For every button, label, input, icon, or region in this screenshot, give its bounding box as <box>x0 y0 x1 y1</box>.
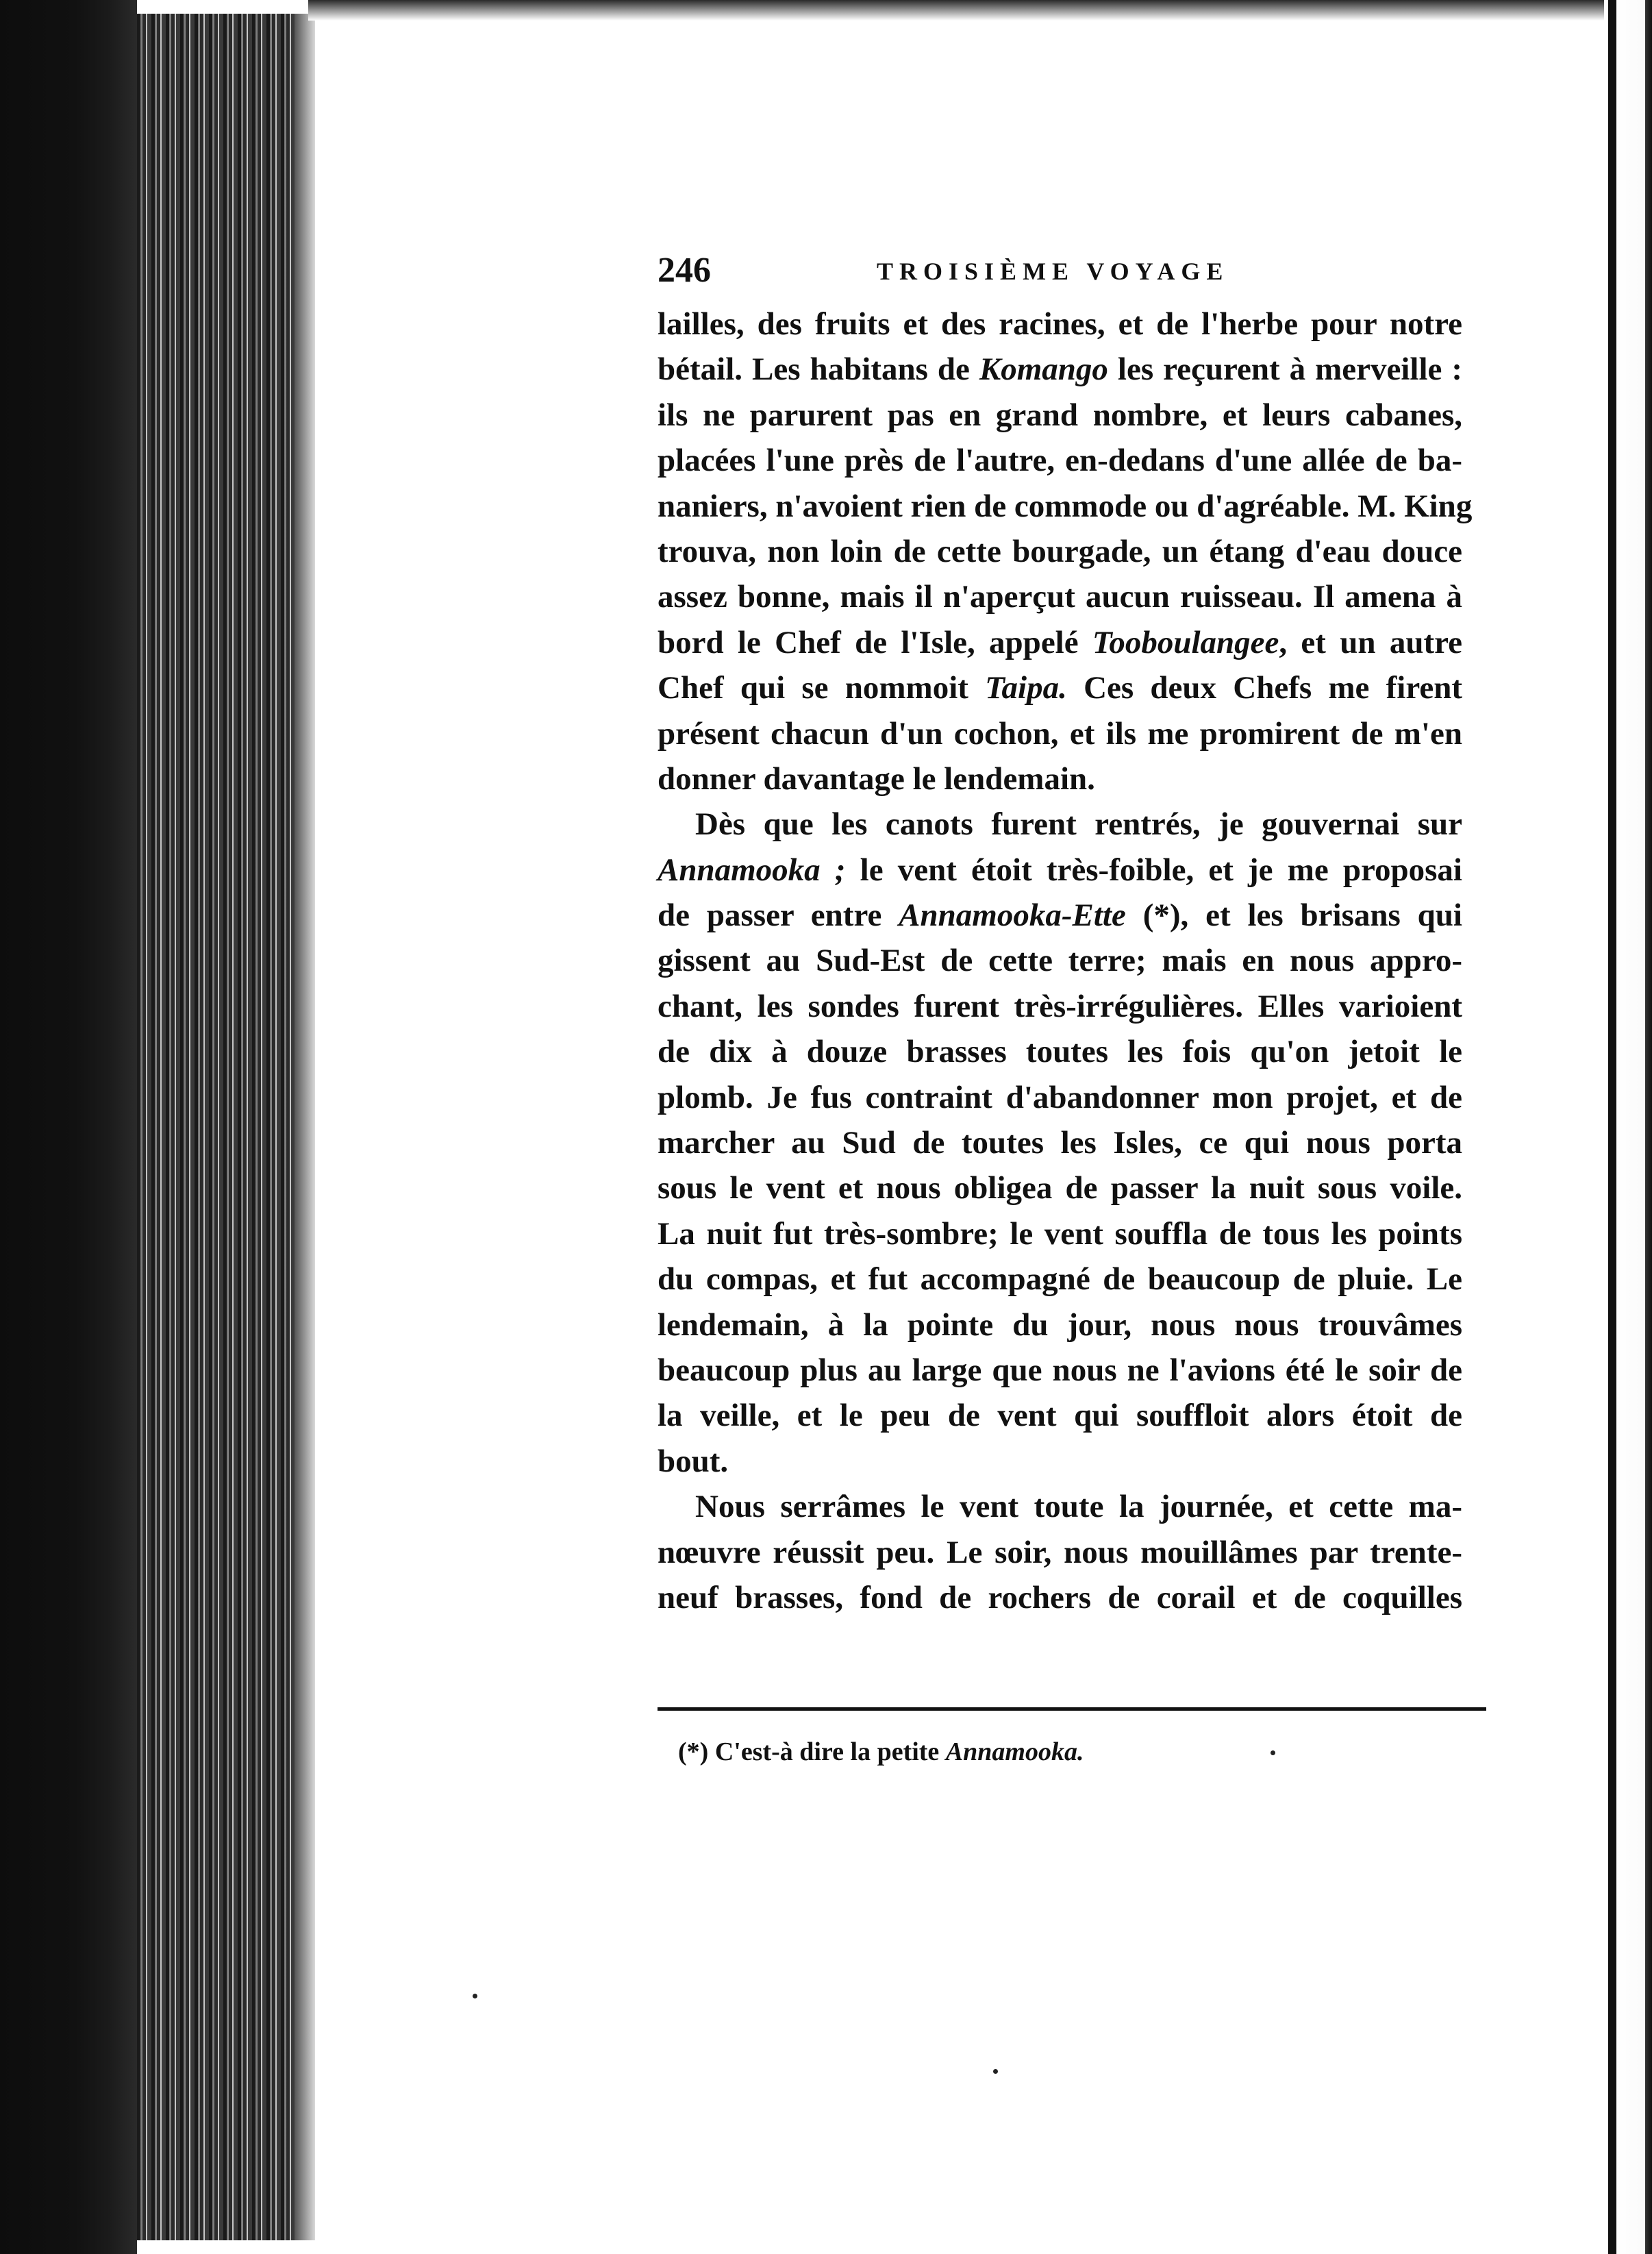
italic-text: Tooboulangee <box>1092 624 1279 660</box>
text-segment: naniers, n'avoient rien de commode ou d'agréable. M. King <box>658 488 1473 524</box>
italic-text: Annamooka ; <box>658 852 846 888</box>
text-line <box>658 1439 1462 1484</box>
text-line <box>658 393 1462 438</box>
text-segment: gissent au Sud-Est de cette terre; mais en nous appro- <box>658 943 1462 979</box>
text-segment: le vent étoit très-foible, et je me proposai <box>845 852 1462 888</box>
text-line <box>658 1165 1462 1211</box>
text-segment: lailles, des fruits et des racines, et de l'herbe pour notre <box>658 306 1462 342</box>
text-segment: sous le vent et nous obligea de passer la nuit sous voile. <box>658 1170 1462 1206</box>
text-segment: la veille, et le peu de vent qui souffloit alors étoit de <box>658 1398 1462 1434</box>
top-shadow <box>308 0 1610 21</box>
text-segment: Nous serrâmes le vent toute la journée, et cette ma- <box>695 1489 1462 1525</box>
running-head-title: TROISIÈME VOYAGE <box>877 258 1229 285</box>
italic-text: Komango <box>979 351 1108 388</box>
text-segment: lendemain, à la pointe du jour, nous nous trouvâmes <box>658 1306 1462 1343</box>
text-line <box>658 802 1462 847</box>
body-text <box>658 301 1473 1620</box>
text-line <box>658 893 1462 938</box>
italic-text: Annamooka-Ette <box>899 897 1126 934</box>
text-line <box>658 1530 1462 1575</box>
text-line <box>658 301 1462 347</box>
text-segment: Ces deux Chefs me firent <box>1066 670 1462 706</box>
text-segment: (*), et les brisans qui <box>1125 897 1462 934</box>
text-line <box>658 711 1462 756</box>
text-segment: ils ne parurent pas en grand nombre, et leurs cabanes, <box>658 397 1462 433</box>
text-line <box>658 938 1462 983</box>
text-segment: bétail. Les habitans de <box>658 351 979 388</box>
text-segment: nœuvre réussit peu. Le soir, nous mouillâmes par trente- <box>658 1534 1462 1570</box>
page-number: 246 <box>658 251 711 290</box>
text-segment: beaucoup plus au large que nous ne l'avions été le soir de <box>658 1352 1462 1388</box>
text-segment: les reçurent à merveille : <box>1107 351 1463 388</box>
footnote-italic-text: Annamooka. <box>945 1737 1084 1766</box>
text-segment: chant, les sondes furent très-irrégulières. Elles varioient <box>658 988 1462 1024</box>
text-line <box>658 1029 1462 1074</box>
text-line <box>658 1302 1462 1348</box>
text-line <box>658 484 1473 529</box>
text-segment: bout. <box>658 1443 729 1479</box>
text-segment: plomb. Je fus contraint d'abandonner mon projet, et de <box>658 1079 1462 1115</box>
page-stack-edges <box>137 14 315 2240</box>
text-line <box>658 1256 1462 1302</box>
text-segment: La nuit fut très-sombre; le vent souffla de tous les points <box>658 1215 1462 1252</box>
text-segment: placées l'une près de l'autre, en-dedans d'une allée de ba- <box>658 443 1462 479</box>
text-line <box>658 1484 1462 1529</box>
text-line <box>658 1075 1462 1120</box>
text-line <box>658 620 1462 665</box>
text-line <box>658 574 1462 619</box>
text-segment: , et un autre <box>1279 624 1462 660</box>
text-line <box>658 1575 1462 1620</box>
right-page-edge <box>1604 0 1652 2254</box>
text-line <box>658 1211 1462 1256</box>
footnote <box>678 1737 1084 1767</box>
ink-speck <box>1271 1750 1275 1755</box>
text-line <box>658 529 1462 574</box>
text-segment: de passer entre <box>658 897 899 934</box>
text-line <box>658 1348 1462 1393</box>
text-line <box>658 438 1462 483</box>
text-segment: Dès que les canots furent rentrés, je gouvernai sur <box>695 806 1462 843</box>
footnote-text: C'est-à dire la petite <box>714 1737 946 1766</box>
running-head <box>658 250 1479 298</box>
text-segment: donner davantage le lendemain. <box>658 760 1095 797</box>
footnote-rule <box>658 1707 1486 1711</box>
ink-speck <box>473 1994 477 1998</box>
footnote-marker: (*) <box>678 1737 715 1766</box>
text-line <box>658 347 1462 392</box>
text-segment: assez bonne, mais il n'aperçut aucun ruisseau. Il amena à <box>658 579 1462 615</box>
text-line <box>658 1120 1462 1165</box>
text-segment: trouva, non loin de cette bourgade, un étang d'eau douce <box>658 533 1462 569</box>
ink-speck <box>993 2069 998 2074</box>
text-segment: du compas, et fut accompagné de beaucoup de pluie. Le <box>658 1261 1462 1298</box>
text-line <box>658 847 1462 893</box>
book-spine <box>0 0 137 2254</box>
text-segment: bord le Chef de l'Isle, appelé <box>658 624 1092 660</box>
italic-text: Taipa. <box>985 670 1067 706</box>
text-line <box>658 665 1462 710</box>
text-segment: Chef qui se nommoit <box>658 670 986 706</box>
text-line <box>658 756 1462 802</box>
text-line <box>658 1393 1462 1438</box>
text-segment: présent chacun d'un cochon, et ils me promirent de m'en <box>658 715 1462 752</box>
text-segment: neuf brasses, fond de rochers de corail et de coquilles <box>658 1579 1462 1615</box>
text-segment: de dix à douze brasses toutes les fois qu'on jetoit le <box>658 1034 1462 1070</box>
text-segment: marcher au Sud de toutes les Isles, ce qui nous porta <box>658 1125 1462 1161</box>
text-line <box>658 984 1462 1029</box>
